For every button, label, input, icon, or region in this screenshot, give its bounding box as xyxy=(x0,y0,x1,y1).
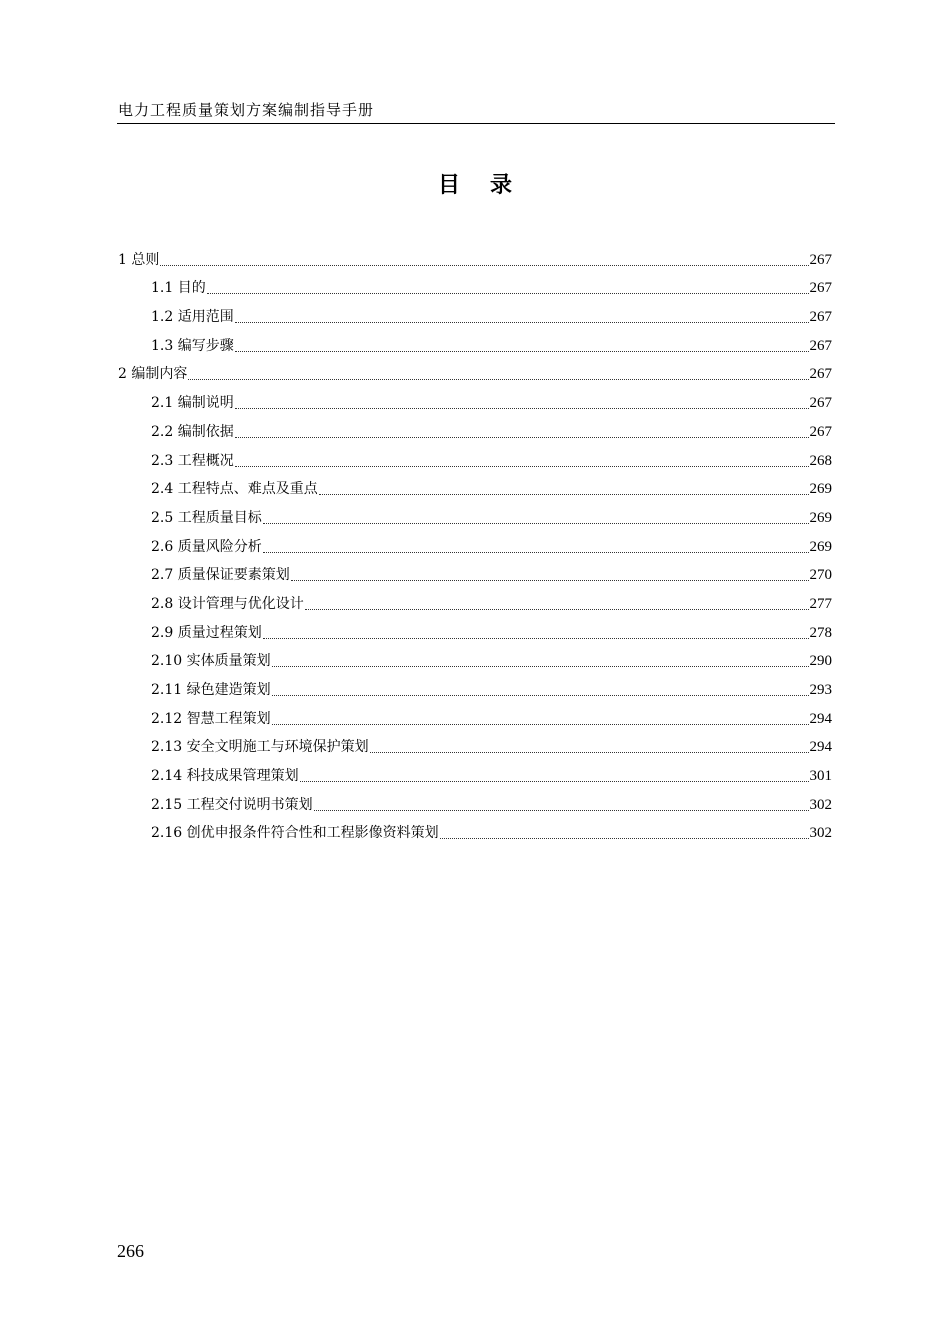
toc-entry-label: 1.2 适用范围 xyxy=(151,309,234,326)
dot-leader xyxy=(440,816,809,839)
toc-entry-label: 1.1 目的 xyxy=(151,280,206,297)
toc-entry-page: 270 xyxy=(809,567,832,584)
toc-entry-label: 1 总则 xyxy=(118,251,160,268)
toc-entry-page: 277 xyxy=(809,595,832,612)
toc-entry[interactable] xyxy=(118,414,832,443)
toc-entry-page: 269 xyxy=(809,509,832,526)
toc-entry[interactable] xyxy=(118,443,832,472)
toc-entry-page: 267 xyxy=(809,251,832,268)
dot-leader xyxy=(207,271,809,294)
toc-entry-page: 267 xyxy=(809,395,832,412)
dot-leader xyxy=(235,300,809,323)
toc-entry-label: 2.14 科技成果管理策划 xyxy=(151,768,299,785)
toc-entry[interactable] xyxy=(118,500,832,529)
toc-entry-page: 269 xyxy=(809,481,832,498)
dot-leader xyxy=(235,415,809,438)
toc-entry[interactable] xyxy=(118,586,832,615)
toc-entry[interactable] xyxy=(118,558,832,587)
toc-entry-label: 2.13 安全文明施工与环境保护策划 xyxy=(151,739,369,756)
dot-leader xyxy=(370,730,809,753)
toc-entry[interactable] xyxy=(118,758,832,787)
toc-entry-page: 294 xyxy=(809,710,832,727)
dot-leader xyxy=(291,558,809,581)
dot-leader xyxy=(235,386,809,409)
toc-entry[interactable] xyxy=(118,271,832,300)
dot-leader xyxy=(305,587,809,610)
dot-leader xyxy=(263,530,809,553)
toc-entry-label: 2.8 设计管理与优化设计 xyxy=(151,595,304,612)
dot-leader xyxy=(272,702,809,725)
toc-entry[interactable] xyxy=(118,816,832,845)
toc-entry-label: 1.3 编写步骤 xyxy=(151,337,234,354)
toc-entry[interactable] xyxy=(118,529,832,558)
toc-entry[interactable] xyxy=(118,357,832,386)
toc-entry-label: 2.4 工程特点、难点及重点 xyxy=(151,481,318,498)
toc-entry-label: 2.12 智慧工程策划 xyxy=(151,710,271,727)
toc-list xyxy=(118,242,832,844)
dot-leader xyxy=(160,243,808,266)
dot-leader xyxy=(235,444,809,467)
toc-entry-label: 2.1 编制说明 xyxy=(151,395,234,412)
dot-leader xyxy=(272,673,809,696)
toc-entry-page: 294 xyxy=(809,739,832,756)
toc-entry-page: 267 xyxy=(809,423,832,440)
toc-entry[interactable] xyxy=(118,242,832,271)
toc-entry[interactable] xyxy=(118,328,832,357)
toc-entry-label: 2.7 质量保证要素策划 xyxy=(151,567,290,584)
toc-entry[interactable] xyxy=(118,701,832,730)
toc-entry[interactable] xyxy=(118,472,832,501)
toc-title: 目录 xyxy=(437,173,542,198)
toc-entry-label: 2.6 质量风险分析 xyxy=(151,538,262,555)
toc-entry[interactable] xyxy=(118,787,832,816)
toc-entry-page: 267 xyxy=(809,309,832,326)
toc-entry-page: 290 xyxy=(809,653,832,670)
dot-leader xyxy=(235,329,809,352)
toc-entry-page: 267 xyxy=(809,337,832,354)
toc-entry-label: 2.15 工程交付说明书策划 xyxy=(151,796,313,813)
toc-entry-page: 268 xyxy=(809,452,832,469)
toc-entry-page: 302 xyxy=(809,796,832,813)
toc-entry-page: 301 xyxy=(809,768,832,785)
dot-leader xyxy=(300,759,809,782)
toc-entry[interactable] xyxy=(118,672,832,701)
toc-entry[interactable] xyxy=(118,615,832,644)
toc-entry-label: 2.3 工程概况 xyxy=(151,452,234,469)
dot-leader xyxy=(314,788,809,811)
page-number: 266 xyxy=(117,1241,144,1261)
toc-entry[interactable] xyxy=(118,299,832,328)
toc-entry-label: 2.9 质量过程策划 xyxy=(151,624,262,641)
toc-entry-page: 278 xyxy=(809,624,832,641)
header-rule xyxy=(117,123,835,124)
dot-leader xyxy=(263,616,809,639)
dot-leader xyxy=(263,501,809,524)
toc-entry-page: 267 xyxy=(809,280,832,297)
toc-entry-label: 2 编制内容 xyxy=(118,366,188,383)
dot-leader xyxy=(319,472,809,495)
toc-entry-label: 2.11 绿色建造策划 xyxy=(151,682,271,698)
toc-entry[interactable] xyxy=(118,730,832,759)
toc-entry-page: 293 xyxy=(809,682,832,698)
toc-entry[interactable] xyxy=(118,385,832,414)
toc-entry-label: 2.10 实体质量策划 xyxy=(151,653,271,670)
running-header: 电力工程质量策划方案编制指导手册 xyxy=(118,101,375,119)
toc-entry[interactable] xyxy=(118,644,832,673)
toc-entry-page: 302 xyxy=(809,825,832,842)
toc-entry-page: 269 xyxy=(809,538,832,555)
toc-entry-label: 2.5 工程质量目标 xyxy=(151,509,262,526)
toc-entry-label: 2.16 创优申报条件符合性和工程影像资料策划 xyxy=(151,825,439,842)
toc-entry-page: 267 xyxy=(809,366,832,383)
dot-leader xyxy=(272,644,809,667)
dot-leader xyxy=(188,357,808,380)
toc-entry-label: 2.2 编制依据 xyxy=(151,423,234,440)
